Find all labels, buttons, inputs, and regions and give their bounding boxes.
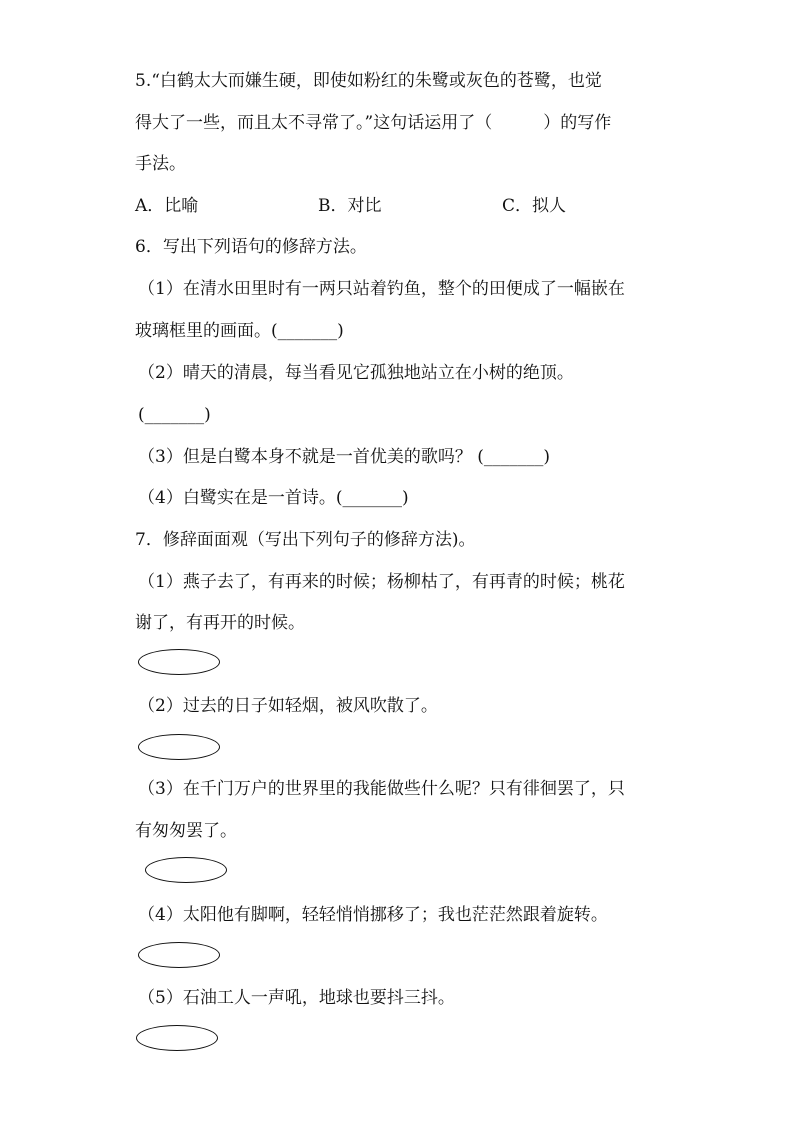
q7-item-3-line-1: （3）在千门万户的世界里的我能做些什么呢？只有徘徊罢了，只 <box>138 779 625 799</box>
q7-item-4: （4）太阳他有脚啊，轻轻悄悄挪移了；我也茫茫然跟着旋转。 <box>138 905 608 925</box>
q7-answer-oval-5[interactable] <box>136 1025 218 1051</box>
q5-line-2: 得大了一些，而且太不寻常了。”这句话运用了（ ）的写作 <box>135 113 612 133</box>
q7-item-5: （5）石油工人一声吼，地球也要抖三抖。 <box>138 988 455 1008</box>
q6-title: 6．写出下列语句的修辞方法。 <box>135 237 367 257</box>
q7-item-1-line-1: （1）燕子去了，有再来的时候；杨柳枯了，有再青的时候；桃花 <box>138 572 625 592</box>
q7-answer-oval-4[interactable] <box>138 942 220 968</box>
q5-options <box>135 195 695 217</box>
q6-item-2-line-1: （2）晴天的清晨，每当看见它孤独地站立在小树的绝顶。 <box>138 363 574 383</box>
q5-option-c[interactable]: C．拟人 <box>502 196 567 216</box>
q6-item-3[interactable]: （3）但是白鹭本身不就是一首优美的歌吗？ (_______) <box>138 447 550 467</box>
q5-option-b[interactable]: B．对比 <box>318 196 382 216</box>
q7-answer-oval-1[interactable] <box>138 649 220 675</box>
q7-item-2: （2）过去的日子如轻烟，被风吹散了。 <box>138 696 438 716</box>
q5-line-3: 手法。 <box>135 154 186 174</box>
q6-item-2-line-2[interactable]: (_______) <box>138 405 211 425</box>
q7-item-1-line-2: 谢了，有再开的时候。 <box>135 613 305 633</box>
q6-item-1-line-1: （1）在清水田里时有一两只站着钓鱼，整个的田便成了一幅嵌在 <box>138 279 625 299</box>
q7-answer-oval-3[interactable] <box>145 857 227 883</box>
q5-option-a[interactable]: A．比喻 <box>135 196 199 216</box>
q7-item-3-line-2: 有匆匆罢了。 <box>135 821 237 841</box>
q5-line-1: 5.“白鹤太大而嫌生硬，即使如粉红的朱鹭或灰色的苍鹭，也觉 <box>135 71 602 91</box>
q7-answer-oval-2[interactable] <box>138 734 220 760</box>
q7-title: 7．修辞面面观（写出下列句子的修辞方法)。 <box>135 530 476 550</box>
q6-item-4[interactable]: （4）白鹭实在是一首诗。(_______) <box>138 488 409 508</box>
q6-item-1-line-2[interactable]: 玻璃框里的画面。(_______) <box>135 321 344 341</box>
